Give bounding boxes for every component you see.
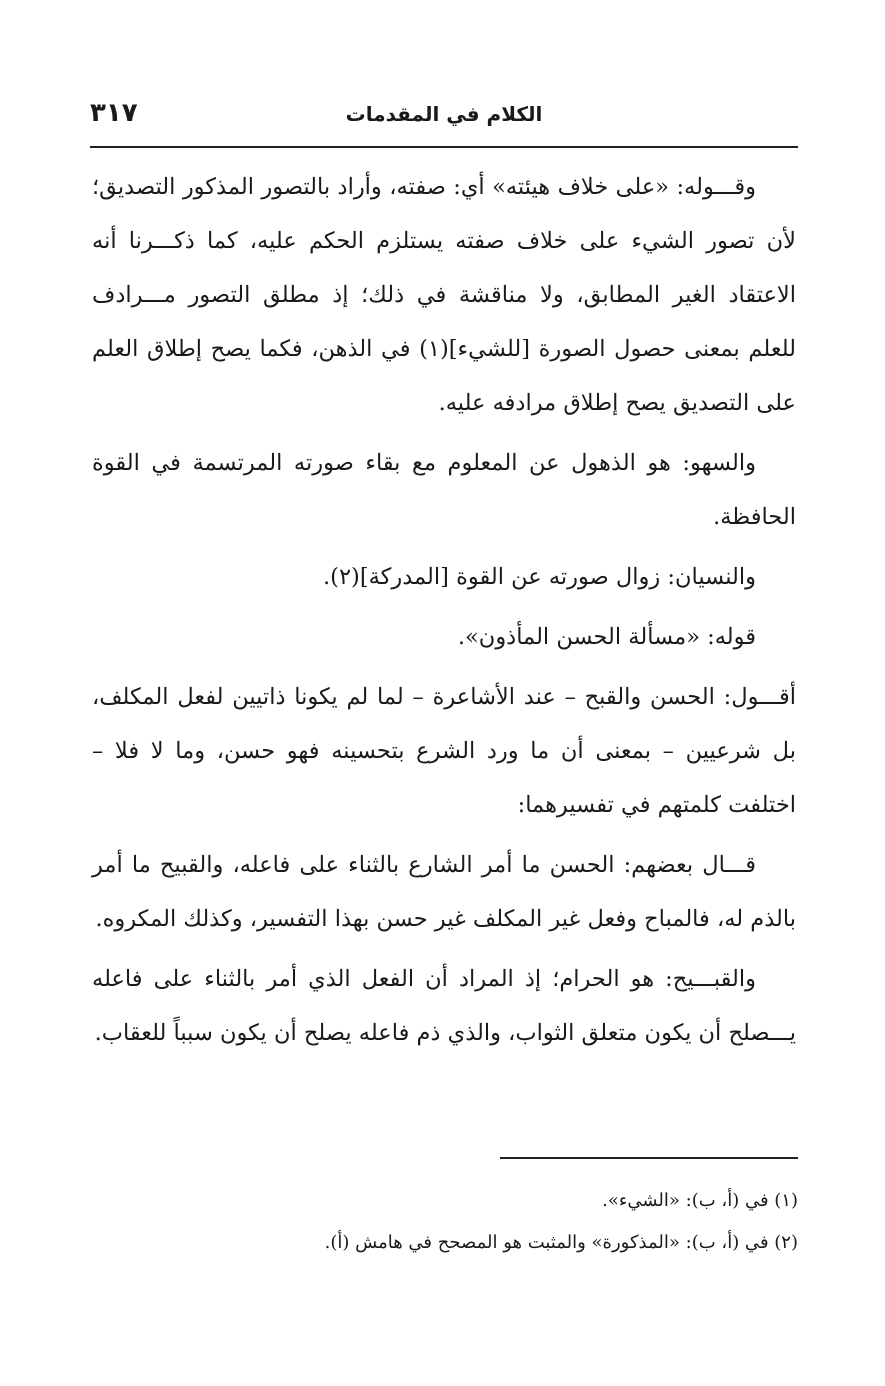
paragraph: أقـــول: الحسن والقبح – عند الأشاعرة – لما لم يكونا ذاتيين لفعل المكلف، بل شرعيين – بمعنى أن ما ورد الشرع بتحسينه فهو حسن، وما لا فلا – اختلفت كلمتهم في تفسيرهما: xyxy=(92,684,796,818)
footnote: (١) في (أ، ب): «الشيء». xyxy=(602,1190,798,1211)
running-title: الكلام في المقدمات xyxy=(345,102,543,126)
footnote: (٢) في (أ، ب): «المذكورة» والمثبت هو المصحح في هامش (أ). xyxy=(324,1232,798,1253)
page-number: ٣١٧ xyxy=(90,98,138,128)
paragraph: قـــال بعضهم: الحسن ما أمر الشارع بالثناء على فاعله، والقبيح ما أمر بالذم له، فالمباح وفعل غير المكلف غير حسن بهذا التفسير، وكذلك المكروه. xyxy=(92,852,796,932)
footnote-divider xyxy=(500,1157,798,1159)
header-divider xyxy=(90,146,798,148)
paragraph: والنسيان: زوال صورته عن القوة [المدركة](٢). xyxy=(323,564,756,590)
paragraph: وقـــوله: «على خلاف هيئته» أي: صفته، وأراد بالتصور المذكور التصديق؛ لأن تصور الشيء على خلاف صفته يستلزم الحكم عليه، كما ذكـــرنا أنه الاعتقاد الغير المطابق، ولا مناقشة في ذلك؛ إذ مطلق التصور مـــرادف للعلم بمعنى حصول الصورة [للشيء](١) في الذهن، فكما يصح إطلاق العلم على التصديق يصح إطلاق مرادفه عليه. xyxy=(92,174,796,416)
paragraph: والقبـــيح: هو الحرام؛ إذ المراد أن الفعل الذي أمر بالثناء على فاعله يـــصلح أن يكون متعلق الثواب، والذي ذم فاعله يصلح أن يكون سبباً للعقاب. xyxy=(92,966,796,1046)
main-text xyxy=(92,160,796,1066)
paragraph: والسهو: هو الذهول عن المعلوم مع بقاء صورته المرتسمة في القوة الحافظة. xyxy=(92,450,796,530)
footnotes xyxy=(92,1180,798,1264)
paragraph: قوله: «مسألة الحسن المأذون». xyxy=(457,624,756,650)
running-header xyxy=(90,98,798,138)
